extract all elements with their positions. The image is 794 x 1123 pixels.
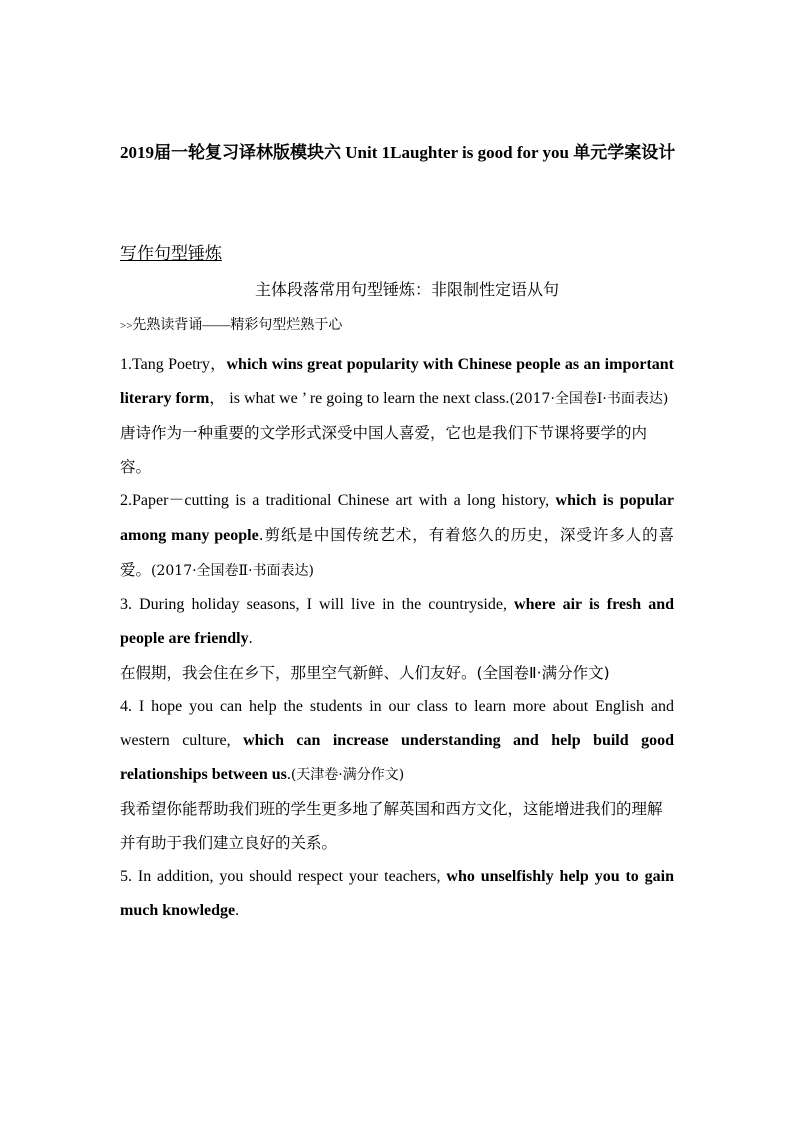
sentence-list	[120, 348, 674, 928]
sentence-translation-4: 我希望你能帮助我们班的学生更多地了解英国和西方文化，这能增进我们的理解并有助于我们建立良好的关系。	[120, 800, 663, 852]
sentence-item-3	[120, 588, 674, 656]
sentence-source: (天津卷·满分作文)	[290, 767, 405, 783]
sentence-item-1	[120, 348, 674, 416]
tip-text: 先熟读背诵——精彩句型烂熟于心	[132, 318, 343, 333]
sentence-bold: which can increase understanding and help build good relationships between us	[120, 732, 674, 783]
sentence-bold: where air is fresh and people are friendly	[120, 596, 675, 647]
sentence-suffix: .	[235, 902, 240, 919]
double-arrow-icon: >>	[120, 320, 133, 332]
document-title: 2019届一轮复习译林版模块六 Unit 1Laughter is good for you 单元学案设计	[120, 143, 676, 162]
sentence-translation-1: 唐诗作为一种重要的文学形式深受中国人喜爱，它也是我们下节课将要学的内容。	[120, 424, 648, 476]
sentence-source: (2017·全国卷Ⅱ·书面表达)	[151, 563, 314, 579]
section-heading: 写作句型锤炼	[120, 244, 222, 263]
subtitle	[0, 278, 794, 302]
sentence-source: (2017·全国卷Ⅰ·书面表达)	[509, 391, 669, 407]
sentence-item-4	[120, 690, 674, 792]
sentence-prefix: 4. I hope you can help the students in our class to learn more about English and western culture,	[120, 698, 674, 749]
sentence-bold: who unselfishly help you to gain much knowledge	[120, 868, 674, 919]
sentence-bold: which wins great popularity with Chinese people as an important literary form	[120, 356, 674, 407]
sentence-translation-3: 在假期，我会住在乡下，那里空气新鲜、人们友好。(全国卷Ⅱ·满分作文)	[120, 664, 610, 682]
sentence-item-2	[120, 484, 674, 588]
subtitle-text: 主体段落常用句型锤炼：非限制性定语从句	[254, 280, 559, 299]
sentence-suffix: ， is what we ’ re going to learn the next class.	[209, 390, 510, 407]
sentence-bold: which is popular among many people	[120, 492, 674, 544]
tip-line	[120, 314, 342, 338]
sentence-prefix: 5. In addition, you should respect your teachers,	[120, 868, 447, 885]
sentence-prefix: 2.Paper－cutting is a traditional Chinese art with a long history,	[120, 492, 556, 509]
sentence-suffix: .	[248, 630, 253, 647]
sentence-item-5	[120, 860, 674, 928]
sentence-suffix: .剪纸是中国传统艺术，有着悠久的历史，深受许多人的喜爱。	[120, 526, 674, 579]
sentence-prefix: 3. During holiday seasons, I will live in the countryside,	[120, 596, 515, 613]
sentence-suffix: .	[286, 766, 291, 783]
sentence-prefix: 1.Tang Poetry，	[120, 356, 227, 373]
